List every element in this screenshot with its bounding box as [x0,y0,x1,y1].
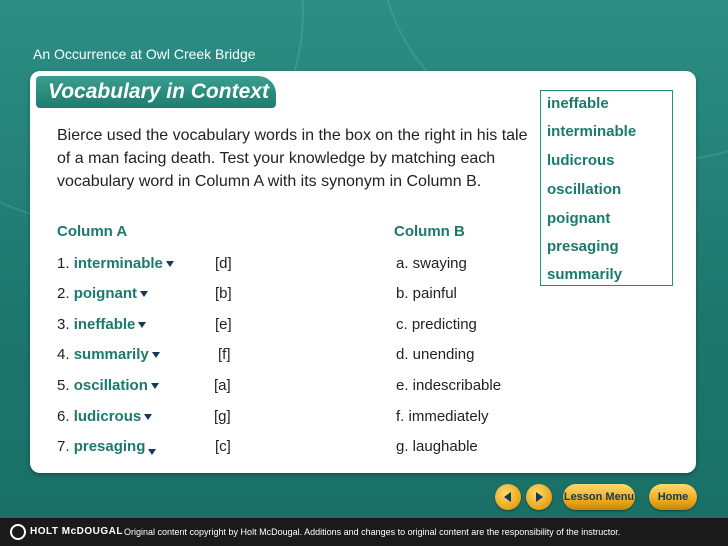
column-b-item: b. painful [396,285,457,302]
column-a-item[interactable] [57,377,159,394]
dropdown-arrow-icon[interactable] [140,291,148,297]
copyright-notice: Original content copyright by Holt McDougal. Additions and changes to original content are the responsibility of the instructor. [124,527,621,537]
dropdown-arrow-icon[interactable] [166,261,174,267]
word-box-item: oscillation [547,181,622,198]
item-number: 3. [57,316,70,333]
publisher-brand: HOLT McDOUGAL [30,526,123,537]
column-b-item: a. swaying [396,255,467,272]
answer-value: [c] [215,438,231,455]
column-a-item[interactable] [57,438,156,455]
column-a-item[interactable] [57,316,146,333]
item-number: 7. [57,438,70,455]
item-number: 4. [57,346,70,363]
column-b-item: c. predicting [396,316,477,333]
back-button[interactable] [495,484,521,510]
right-arrow-icon [533,491,545,503]
column-b-heading: Column B [394,223,465,240]
section-title: Vocabulary in Context [48,80,269,103]
publisher-logo-icon [10,524,26,540]
column-a-item[interactable] [57,255,174,272]
vocabulary-word: presaging [73,438,146,455]
word-box-item: ineffable [547,95,609,112]
item-number: 2. [57,285,70,302]
item-number: 6. [57,408,70,425]
vocabulary-word: poignant [73,285,138,302]
dropdown-arrow-icon[interactable] [138,322,146,328]
lesson-title: An Occurrence at Owl Creek Bridge [33,46,256,62]
column-a-item[interactable] [57,346,160,363]
vocabulary-word: ludicrous [73,408,142,425]
dropdown-arrow-icon[interactable] [152,352,160,358]
vocabulary-word: interminable [73,255,163,272]
answer-value: [d] [215,255,232,272]
word-box-item: ludicrous [547,152,615,169]
column-b-item: d. unending [396,346,475,363]
instructions-text: Bierce used the vocabulary words in the box on the right in his tale of a man facing death. Test your knowledge by matching each vocabulary word in Column A with its synonym in Column B. [57,127,528,190]
column-b-item: f. immediately [396,408,489,425]
dropdown-arrow-icon[interactable] [144,414,152,420]
word-box-item: interminable [547,123,637,140]
dropdown-arrow-icon[interactable] [148,449,156,455]
word-box-item: summarily [547,266,623,283]
answer-value: [f] [218,346,231,363]
lesson-menu-button[interactable]: Lesson Menu [563,484,635,510]
word-box-item: poignant [547,210,611,227]
column-b-item: g. laughable [396,438,478,455]
dropdown-arrow-icon[interactable] [151,383,159,389]
answer-value: [b] [215,285,232,302]
vocabulary-word: oscillation [73,377,148,394]
vocabulary-word: summarily [73,346,149,363]
answer-value: [a] [214,377,231,394]
left-arrow-icon [502,491,514,503]
forward-button[interactable] [526,484,552,510]
item-number: 5. [57,377,70,394]
column-b-item: e. indescribable [396,377,502,394]
column-a-item[interactable] [57,408,152,425]
word-box-item: presaging [547,238,619,255]
vocabulary-word: ineffable [73,316,136,333]
column-a-item[interactable] [57,285,148,302]
home-button[interactable]: Home [649,484,697,510]
column-a-heading: Column A [57,223,128,240]
answer-value: [g] [214,408,231,425]
answer-value: [e] [215,316,232,333]
item-number: 1. [57,255,70,272]
